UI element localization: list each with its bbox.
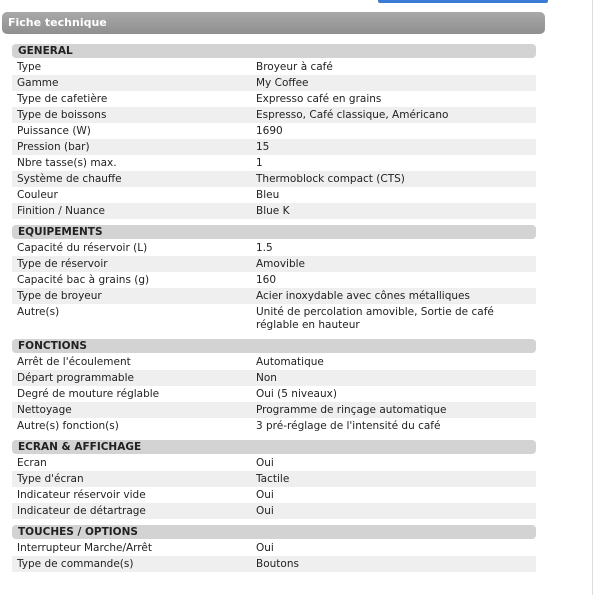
spec-row: [12, 256, 536, 272]
spec-row: [12, 471, 536, 487]
spec-value: Tactile: [256, 473, 290, 485]
spec-label: Type de cafetière: [17, 93, 108, 105]
spec-value: Programme de rinçage automatique: [256, 404, 447, 416]
spec-value: Oui: [256, 489, 274, 501]
section-heading: EQUIPEMENTS: [12, 225, 536, 239]
spec-row: [12, 155, 536, 171]
spec-value: Unité de percolation amovible, Sortie de café réglable en hauteur: [256, 306, 494, 331]
spec-value: 1690: [256, 125, 283, 137]
spec-row: [12, 455, 536, 471]
spec-label: Puissance (W): [17, 125, 91, 137]
spec-label: Gamme: [17, 77, 59, 89]
spec-row: [12, 139, 536, 155]
spec-row: [12, 540, 536, 556]
spec-label: Type de commande(s): [17, 558, 134, 570]
spec-value: Thermoblock compact (CTS): [256, 173, 405, 185]
spec-row: [12, 203, 536, 219]
spec-label: Système de chauffe: [17, 173, 122, 185]
spec-row: [12, 107, 536, 123]
page-title: Fiche technique: [8, 16, 107, 29]
spec-row: [12, 503, 536, 519]
spec-row: [12, 91, 536, 107]
spec-label: Type d'écran: [17, 473, 84, 485]
section-heading: FONCTIONS: [12, 339, 536, 353]
section-heading: ECRAN & AFFICHAGE: [12, 440, 536, 454]
spec-sheet-header: [2, 12, 545, 34]
spec-row: [12, 187, 536, 203]
spec-label: Indicateur de détartrage: [17, 505, 146, 517]
spec-value: Oui (5 niveaux): [256, 388, 337, 400]
spec-value: Non: [256, 372, 277, 384]
spec-label: Autre(s): [17, 306, 60, 318]
spec-label: Arrêt de l'écoulement: [17, 356, 131, 368]
spec-label: Autre(s) fonction(s): [17, 420, 119, 432]
spec-section: [12, 525, 536, 572]
spec-label: Type de broyeur: [17, 290, 102, 302]
spec-label: Pression (bar): [17, 141, 90, 153]
divider: [592, 0, 593, 595]
spec-label: Indicateur réservoir vide: [17, 489, 146, 501]
spec-row: [12, 402, 536, 418]
spec-label: Type de boissons: [17, 109, 107, 121]
spec-row: [12, 288, 536, 304]
spec-row: [12, 487, 536, 503]
spec-value: Broyeur à café: [256, 61, 333, 73]
spec-label: Degré de mouture réglable: [17, 388, 160, 400]
spec-value: Oui: [256, 505, 274, 517]
spec-row: [12, 171, 536, 187]
spec-row: [12, 418, 536, 434]
spec-row: [12, 75, 536, 91]
spec-value: Boutons: [256, 558, 299, 570]
spec-label: Départ programmable: [17, 372, 134, 384]
spec-row: [12, 272, 536, 288]
spec-label: Interrupteur Marche/Arrêt: [17, 542, 152, 554]
spec-value: 160: [256, 274, 277, 286]
spec-value: 3 pré-réglage de l'intensité du café: [256, 420, 441, 432]
spec-section: [12, 44, 536, 219]
spec-value: Expresso café en grains: [256, 93, 382, 105]
spec-label: Couleur: [17, 189, 58, 201]
spec-value: Espresso, Café classique, Américano: [256, 109, 449, 121]
spec-value: Oui: [256, 457, 274, 469]
spec-table: [12, 44, 536, 578]
spec-value: Acier inoxydable avec cônes métalliques: [256, 290, 470, 302]
spec-label: Finition / Nuance: [17, 205, 105, 217]
spec-row: [12, 59, 536, 75]
top-accent-strip: [378, 0, 548, 3]
spec-value: Automatique: [256, 356, 324, 368]
spec-row: [12, 123, 536, 139]
spec-row: [12, 386, 536, 402]
spec-label: Capacité bac à grains (g): [17, 274, 150, 286]
spec-row: [12, 370, 536, 386]
spec-value: Oui: [256, 542, 274, 554]
spec-row: [12, 354, 536, 370]
spec-row: [12, 240, 536, 256]
spec-section: [12, 225, 536, 333]
spec-value: Blue K: [256, 205, 290, 217]
spec-label: Type: [17, 61, 42, 73]
spec-label: Type de réservoir: [17, 258, 108, 270]
spec-value: Bleu: [256, 189, 280, 201]
spec-row: [12, 556, 536, 572]
section-heading: TOUCHES / OPTIONS: [12, 525, 536, 539]
spec-value: 1: [256, 157, 263, 169]
section-heading: GENERAL: [12, 44, 536, 58]
spec-label: Ecran: [17, 457, 47, 469]
spec-label: Nbre tasse(s) max.: [17, 157, 117, 169]
spec-value: 15: [256, 141, 270, 153]
spec-section: [12, 440, 536, 519]
spec-label: Capacité du réservoir (L): [17, 242, 148, 254]
spec-value: 1.5: [256, 242, 273, 254]
spec-value: My Coffee: [256, 77, 309, 89]
spec-value: Amovible: [256, 258, 306, 270]
spec-row: [12, 304, 536, 333]
spec-section: [12, 339, 536, 434]
spec-label: Nettoyage: [17, 404, 72, 416]
